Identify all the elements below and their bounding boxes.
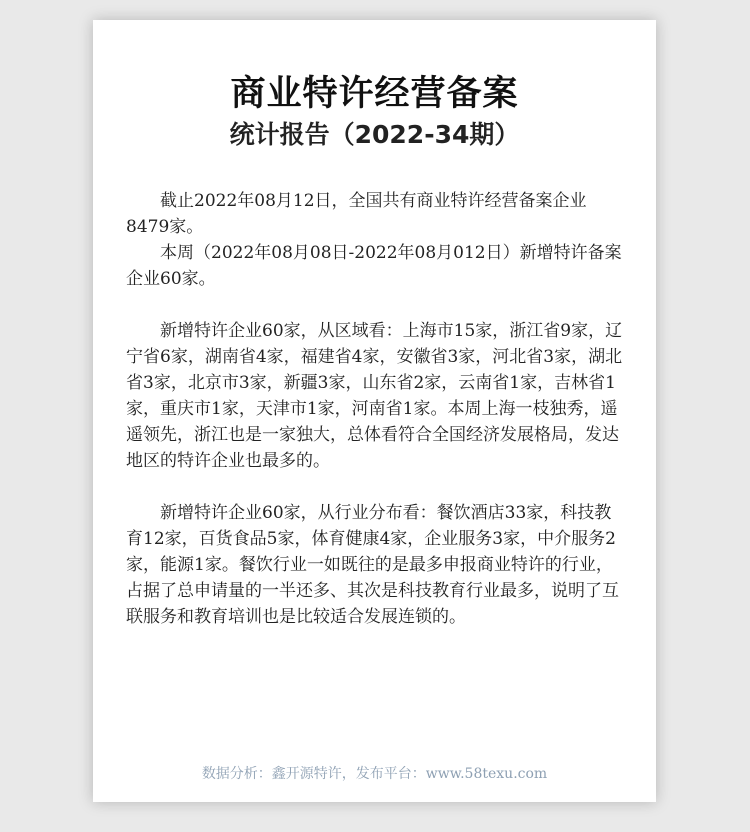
paragraph-region: 新增特许企业60家，从区域看：上海市15家，浙江省9家，辽宁省6家，湖南省4家，福建省4家，安徽省3家，河北省3家，湖北省3家，北京市3家，新疆3家，山东省2家，云南省1家，吉林省1家，重庆市1家，天津市1家，河南省1家。本周上海一枝独秀，遥遥领先，浙江也是一家独大，总体看符合全国经济发展格局，发达地区的特许企业也最多的。	[126, 321, 623, 471]
paragraph-total: 截止2022年08月12日，全国共有商业特许经营备案企业8479家。	[126, 191, 587, 237]
paragraph-industry: 新增特许企业60家，从行业分布看：餐饮酒店33家，科技教育12家，百货食品5家，体育健康4家，企业服务3家，中介服务2家，能源1家。餐饮行业一如既往的是最多申报商业特许的行业，占据了总申请量的一半还多、其次是科技教育行业最多，说明了互联服务和教育培训也是比较适合发展连锁的。	[126, 503, 619, 627]
paragraph-gap	[126, 474, 626, 500]
report-subtitle: 统计报告（2022-34期）	[229, 120, 520, 149]
report-title: 商业特许经营备案	[230, 74, 519, 114]
paragraph-gap	[126, 292, 626, 318]
paragraph-weekly: 本周（2022年08月08日-2022年08月012日）新增特许备案企业60家。	[126, 243, 622, 289]
document-page	[93, 20, 656, 802]
report-body	[126, 188, 626, 630]
footer-credit: 数据分析：鑫开源特许，发布平台：www.58texu.com	[201, 766, 548, 782]
